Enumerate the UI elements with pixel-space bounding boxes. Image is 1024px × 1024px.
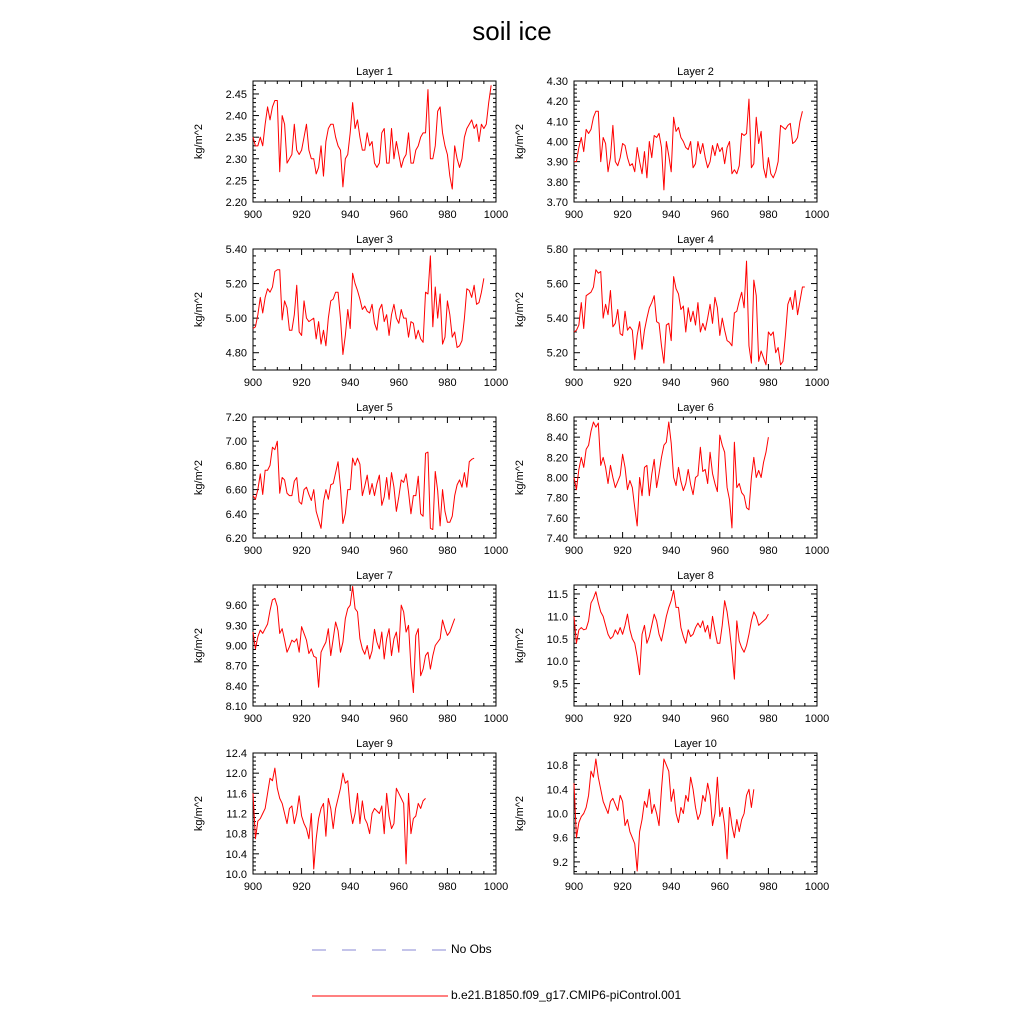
y-tick-label: 9.60	[225, 600, 247, 613]
y-axis-label: kg/m^2	[193, 459, 205, 496]
x-tick-label: 940	[662, 713, 681, 725]
x-tick-label: 920	[613, 713, 632, 725]
y-tick-label: 12.4	[225, 748, 247, 760]
x-tick-label: 900	[243, 881, 263, 893]
x-tick-label: 900	[243, 545, 263, 557]
x-tick-label: 940	[341, 377, 360, 389]
x-tick-label: 980	[438, 713, 457, 725]
y-axis-label: kg/m^2	[193, 123, 205, 160]
x-tick-label: 1000	[483, 377, 509, 389]
y-tick-label: 10.8	[225, 828, 247, 841]
y-tick-label: 10.4	[225, 848, 247, 861]
x-tick-label: 900	[243, 377, 263, 389]
panel-title: Layer 4	[677, 234, 714, 246]
y-tick-label: 4.20	[546, 96, 568, 109]
y-tick-label: 2.20	[225, 197, 247, 209]
y-tick-label: 2.45	[225, 88, 247, 101]
y-tick-label: 3.90	[546, 156, 568, 169]
y-tick-label: 4.30	[546, 76, 568, 88]
x-tick-label: 920	[292, 881, 311, 893]
y-axis-label: kg/m^2	[193, 291, 205, 328]
y-tick-label: 6.60	[225, 484, 247, 497]
x-tick-label: 920	[613, 881, 632, 893]
x-tick-label: 1000	[804, 209, 830, 221]
x-tick-label: 900	[564, 545, 584, 557]
y-tick-label: 5.40	[225, 244, 247, 256]
y-tick-label: 10.8	[546, 760, 568, 773]
plot-group	[514, 738, 829, 893]
y-tick-label: 5.00	[225, 313, 247, 326]
y-tick-label: 2.35	[225, 132, 247, 145]
y-tick-label: 6.20	[225, 533, 247, 545]
x-tick-label: 980	[759, 209, 778, 221]
x-tick-label: 1000	[483, 881, 509, 893]
y-tick-label: 9.6	[552, 832, 568, 845]
x-tick-label: 960	[389, 209, 408, 221]
figure-title: soil ice	[472, 16, 552, 46]
y-axis-label: kg/m^2	[514, 291, 526, 328]
x-tick-label: 1000	[483, 545, 509, 557]
y-tick-label: 11.6	[226, 788, 247, 801]
panel-title: Layer 8	[677, 570, 714, 582]
x-tick-label: 960	[710, 881, 729, 893]
y-tick-label: 2.40	[225, 110, 247, 123]
y-tick-label: 8.40	[546, 432, 568, 445]
x-tick-label: 960	[389, 881, 408, 893]
panel-title: Layer 2	[677, 66, 714, 78]
y-axis-label: kg/m^2	[514, 627, 526, 664]
y-tick-label: 4.80	[225, 347, 247, 360]
panel-title: Layer 6	[677, 402, 714, 414]
plot-frame	[574, 753, 817, 874]
y-tick-label: 10.0	[225, 869, 247, 881]
panel-title: Layer 5	[356, 402, 393, 414]
y-tick-label: 9.2	[552, 856, 568, 869]
y-tick-label: 5.40	[546, 313, 568, 326]
y-tick-label: 2.30	[225, 153, 247, 166]
y-axis-label: kg/m^2	[514, 459, 526, 496]
y-axis-label: kg/m^2	[514, 123, 526, 160]
y-tick-label: 4.10	[546, 116, 568, 129]
y-tick-label: 11.2	[226, 808, 247, 821]
y-tick-label: 10.0	[546, 656, 568, 669]
x-tick-label: 920	[613, 209, 632, 221]
legend-obs-label: No Obs	[451, 942, 492, 956]
y-tick-label: 5.80	[546, 244, 568, 256]
y-tick-label: 7.80	[546, 492, 568, 505]
x-tick-label: 900	[564, 377, 584, 389]
y-tick-label: 4.00	[546, 136, 568, 149]
x-tick-label: 960	[389, 377, 408, 389]
x-tick-label: 960	[710, 545, 729, 557]
x-tick-label: 1000	[804, 545, 830, 557]
y-tick-label: 8.40	[225, 680, 247, 693]
y-tick-label: 12.0	[225, 768, 247, 781]
x-tick-label: 900	[243, 209, 263, 221]
y-tick-label: 8.20	[546, 452, 568, 465]
y-tick-label: 7.40	[546, 533, 568, 545]
y-tick-label: 8.70	[225, 660, 247, 673]
x-tick-label: 920	[292, 545, 311, 557]
x-tick-label: 940	[662, 881, 681, 893]
x-tick-label: 920	[292, 209, 311, 221]
x-tick-label: 980	[438, 209, 457, 221]
y-tick-label: 3.70	[546, 197, 568, 209]
x-tick-label: 980	[438, 545, 457, 557]
x-tick-label: 980	[759, 713, 778, 725]
x-tick-label: 940	[341, 713, 360, 725]
y-tick-label: 5.20	[225, 278, 247, 291]
y-tick-label: 7.20	[225, 412, 247, 424]
x-tick-label: 920	[613, 545, 632, 557]
x-tick-label: 960	[389, 545, 408, 557]
y-tick-label: 11.5	[547, 588, 568, 601]
x-tick-label: 940	[341, 881, 360, 893]
panel-title: Layer 1	[356, 66, 393, 78]
x-tick-label: 1000	[483, 713, 509, 725]
x-tick-label: 1000	[804, 713, 830, 725]
panel-title: Layer 9	[356, 738, 393, 750]
x-tick-label: 940	[662, 209, 681, 221]
y-tick-label: 2.25	[225, 175, 247, 188]
y-tick-label: 7.00	[225, 436, 247, 449]
y-tick-label: 9.30	[225, 620, 247, 633]
x-tick-label: 940	[341, 209, 360, 221]
x-tick-label: 940	[662, 377, 681, 389]
x-tick-label: 920	[292, 713, 311, 725]
panel-title: Layer 7	[356, 570, 393, 582]
y-tick-label: 8.00	[546, 472, 568, 485]
y-tick-label: 5.20	[546, 347, 568, 360]
y-tick-label: 3.80	[546, 176, 568, 189]
panel-title: Layer 3	[356, 234, 393, 246]
x-tick-label: 900	[243, 713, 263, 725]
y-tick-label: 9.00	[225, 640, 247, 653]
y-axis-label: kg/m^2	[514, 795, 526, 832]
x-tick-label: 1000	[483, 209, 509, 221]
x-tick-label: 1000	[804, 881, 830, 893]
y-tick-label: 8.10	[225, 701, 247, 713]
x-tick-label: 960	[710, 713, 729, 725]
x-tick-label: 900	[564, 881, 584, 893]
y-tick-label: 10.5	[546, 633, 568, 646]
x-tick-label: 940	[341, 545, 360, 557]
x-tick-label: 980	[759, 545, 778, 557]
y-tick-label: 5.60	[546, 278, 568, 291]
series-line	[574, 759, 754, 871]
x-tick-label: 980	[438, 377, 457, 389]
y-tick-label: 10.4	[546, 784, 568, 797]
x-tick-label: 960	[710, 209, 729, 221]
y-tick-label: 6.80	[225, 460, 247, 473]
x-tick-label: 960	[710, 377, 729, 389]
x-tick-label: 960	[389, 713, 408, 725]
y-tick-label: 8.60	[546, 412, 568, 424]
legend-model-label: b.e21.B1850.f09_g17.CMIP6-piControl.001	[451, 988, 682, 1002]
panel-title: Layer 10	[674, 738, 717, 750]
x-tick-label: 920	[292, 377, 311, 389]
x-tick-label: 980	[759, 377, 778, 389]
x-tick-label: 1000	[804, 377, 830, 389]
x-tick-label: 900	[564, 713, 584, 725]
x-tick-label: 980	[438, 881, 457, 893]
y-tick-label: 7.60	[546, 512, 568, 525]
y-tick-label: 11.0	[547, 611, 568, 624]
x-tick-label: 900	[564, 209, 584, 221]
y-tick-label: 10.0	[546, 808, 568, 821]
y-axis-label: kg/m^2	[193, 795, 205, 832]
x-tick-label: 920	[613, 377, 632, 389]
y-tick-label: 9.5	[552, 678, 568, 691]
y-tick-label: 6.40	[225, 508, 247, 521]
x-tick-label: 940	[662, 545, 681, 557]
y-axis-label: kg/m^2	[193, 627, 205, 664]
x-tick-label: 980	[759, 881, 778, 893]
